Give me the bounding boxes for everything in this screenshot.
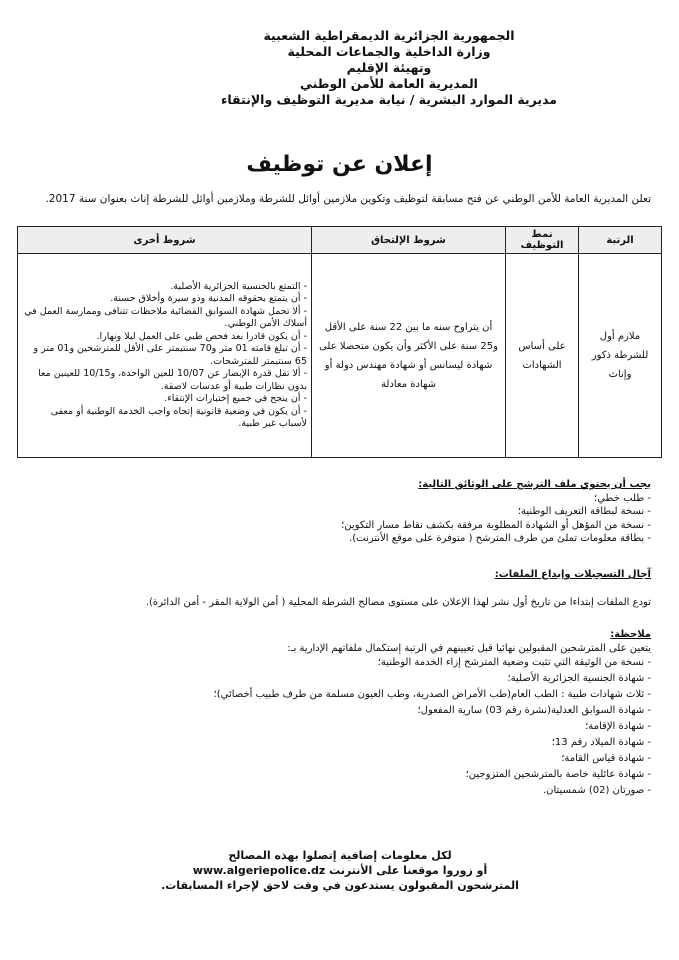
cell-conditions: أن يتراوح سنه ما بين 22 سنة على الأقل و25 سنة على الأكثر وأن يكون متحصلا على شهادة ليسانس أو شهادة مهندس دولة أو شهادة معادلة <box>312 254 506 458</box>
section-heading: ملاحظة: <box>610 629 651 640</box>
cell-other-conditions <box>18 254 312 458</box>
list-item: - شهادة السوابق العدلية(نشرة رقم 03) سارية المفعول؛ <box>417 705 651 716</box>
table-row <box>18 254 662 458</box>
list-item: - طلب خطي؛ <box>594 492 651 504</box>
list-item: - أن تبلغ قامته 01 متر و70 سنتيمتر على الأقل للمترشحين و01 متر و 65 سنتيمتر للمترشحات. <box>33 343 307 367</box>
table-header-row <box>18 227 662 254</box>
deadlines-section <box>21 568 651 609</box>
page-title: إعلان عن توظيف <box>246 152 433 177</box>
header-line: وزارة الداخلية والجماعات المحلية <box>287 44 491 59</box>
list-item: - نسخة من المؤهل أو الشهادة المطلوبة مرفقة بكشف نقاط مسار التكوين؛ <box>341 519 651 531</box>
header-other: شروط أخرى <box>18 227 312 254</box>
cell-mode: على أساس الشهادات <box>506 254 579 458</box>
footer-line: لكل معلومات إضافية إتصلوا بهذه المصالح <box>228 849 452 862</box>
list-item: - أن يكون في وضعية قانونية إتجاه واجب الخدمة الوطنية أو معفى لأسباب غير طبية. <box>50 405 307 429</box>
list-item: - أن ينجح في جميع إختبارات الإنتقاء. <box>164 393 307 404</box>
deadlines-text: تودع الملفات إبتداءا من تاريخ أول نشر لهذا الإعلان على مستوى مصالح الشرطة المحلية ( أمن الولاية المقر - أمن الدائرة). <box>145 596 651 608</box>
list-item: - شهادة الميلاد رقم 13؛ <box>551 737 651 748</box>
header-line: مديرية الموارد البشرية / نيابة مديرية التوظيف والإنتقاء <box>220 92 558 107</box>
list-item: - شهادة قياس القامة؛ <box>561 753 651 764</box>
header-line: المديرية العامة للأمن الوطني <box>300 76 478 91</box>
intro-paragraph: تعلن المديرية العامة للأمن الوطني عن فتح مسابقة لتوظيف وتكوين ملازمين أوائل للشرطة وملازمين أوائل للشرطة إناث بعنوان سنة 2017. <box>45 193 651 205</box>
footer-line: المترشحون المقبولون يستدعون في وقت لاحق لإجراء المسابقات. <box>161 879 519 892</box>
cell-rank: ملازم أول للشرطة ذكور وإناث <box>579 254 662 458</box>
list-item: - شهادة الجنسية الجزائرية الأصلية؛ <box>507 673 651 684</box>
note-section <box>21 628 651 799</box>
recruitment-table <box>17 226 662 458</box>
list-item: - ألا تقل قدرة الإبصار عن 10/07 للعين الواحدة، و10/15 للعينين معا بدون نظارات طبية أو عدسات لاصقة. <box>38 368 307 392</box>
header-conditions: شروط الإلتحاق <box>312 227 506 254</box>
list-item: - نسخة لبطاقة التعريف الوطنية؛ <box>517 506 651 517</box>
list-item: - ثلاث شهادات طبية : الطب العام(طب الأمراض الصدرية، وطب العيون مسلمة من طرف طبيب أخصائي)؛ <box>213 689 651 700</box>
official-header <box>129 28 649 108</box>
list-item: - التمتع بالجنسية الجزائرية الأصلية. <box>170 280 307 292</box>
file-contents-section <box>21 478 651 546</box>
footer-website-line[interactable]: أو زوروا موقعنا على الأنترنت www.algeriepolice.dz <box>192 864 488 877</box>
header-line: الجمهورية الجزائرية الديمقراطية الشعبية <box>263 28 515 43</box>
list-item: - أن يكون قادرا بعد فحص طبي على العمل ليلا ونهارا. <box>96 330 307 342</box>
header-rank: الرتبة <box>579 227 662 254</box>
header-line: وتهيئة الإقليم <box>346 60 432 75</box>
list-item: - صورتان (02) شمسيتان. <box>542 785 651 796</box>
list-item: - شهادة عائلية خاصة بالمترشحين المتزوجين؛ <box>465 769 651 780</box>
list-item: - بطاقة معلومات تملئ من طرف المترشح ( متوفرة على موقع الأنترنت). <box>349 533 651 544</box>
header-mode: نمط التوظيف <box>506 227 579 254</box>
footer <box>60 848 620 893</box>
list-item: - شهادة الإقامة؛ <box>585 721 651 732</box>
list-item: - أن يتمتع بحقوقه المدنية وذو سيرة وأخلاق حسنة. <box>110 293 307 304</box>
list-item: - نسخة من الوثيقة التي تثبت وضعية المترشح إزاء الخدمة الوطنية؛ <box>377 657 651 668</box>
section-heading: يجب أن يحتوي ملف الترشح على الوثائق التالية: <box>418 479 651 490</box>
section-heading: آجال التسجيلات وإيداع الملفات: <box>494 569 651 580</box>
list-item: - ألا تحمل شهادة السوابق القضائية ملاحظات تتنافى وممارسة العمل في أسلاك الأمن الوطني. <box>24 305 307 329</box>
note-intro: يتعين على المترشحين المقبولين نهائيا قبل تعيينهم في الرتبة إستكمال ملفاتهم الإدارية بـ: <box>287 642 651 654</box>
